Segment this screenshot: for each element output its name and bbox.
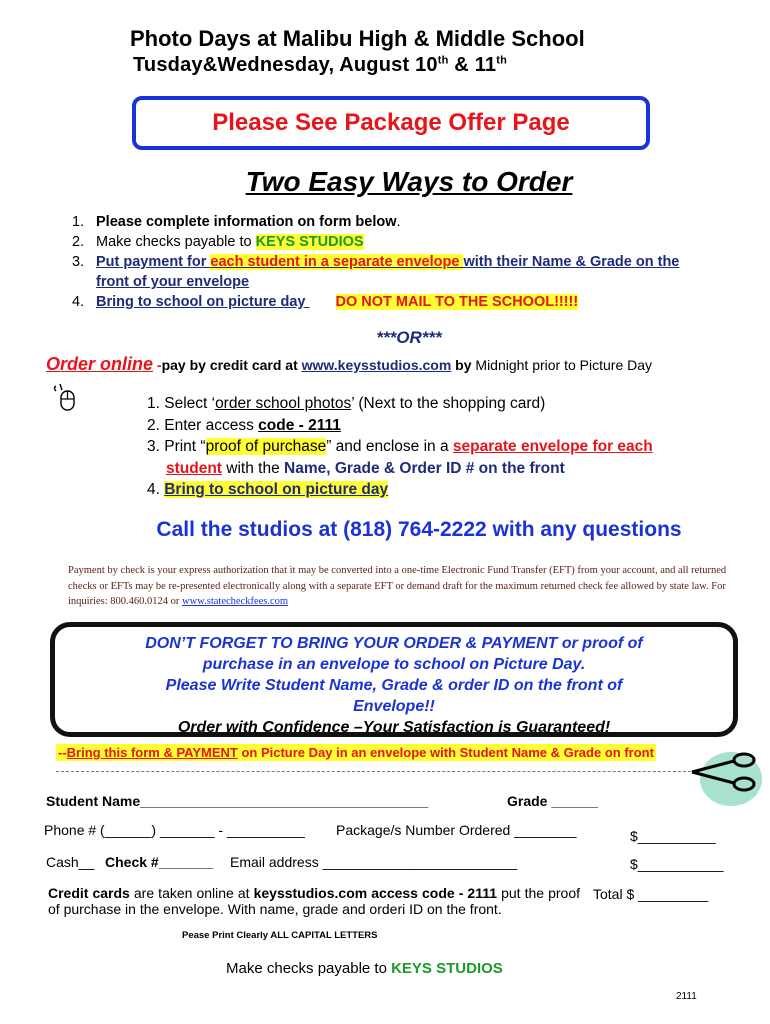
grade-field[interactable]: Grade ______ [507, 793, 599, 809]
packages-field[interactable]: Package/s Number Ordered ________ [336, 822, 577, 838]
print-clearly-note: Pease Print Clearly ALL CAPITAL LETTERS [182, 930, 378, 941]
page-title: Photo Days at Malibu High & Middle School [130, 26, 585, 51]
phone-field[interactable]: Phone # (______) _______ - __________ [44, 822, 305, 838]
bring-form-banner: --Bring this form & PAYMENT on Picture Day in an envelope with Student Name & Grade on front [58, 745, 654, 760]
payee-name: KEYS STUDIOS [255, 234, 364, 250]
reminder-line: Please Write Student Name, Grade & order ID on the front of [165, 677, 623, 694]
package-offer-box [132, 96, 650, 150]
list-item: 4. Bring to school on picture day [147, 481, 389, 498]
list-item: 3. Put payment for each student in a separate envelope with their Name & Grade on the [72, 254, 680, 270]
reminder-line: DON’T FORGET TO BRING YOUR ORDER & PAYMENT or proof of [145, 635, 643, 652]
list-item: 2. Enter access code - 2111 [147, 416, 341, 434]
form-code: 2111 [676, 991, 697, 1002]
cash-field[interactable]: Cash__ [46, 854, 95, 870]
list-item: front of your envelope [96, 274, 250, 290]
list-item: 3. Print “proof of purchase” and enclose in a separate envelope for each [147, 438, 653, 455]
mouse-icon [52, 382, 78, 412]
make-checks-line: Make checks payable to KEYS STUDIOS [226, 960, 503, 977]
payee-name: KEYS STUDIOS [391, 960, 503, 977]
reminder-line: Envelope!! [353, 698, 435, 715]
ways-title: Two Easy Ways to Order [245, 166, 573, 197]
online-steps [147, 393, 653, 501]
package-offer-text: Please See Package Offer Page [212, 109, 570, 136]
student-name-field[interactable]: Student Name_____________________________________ [46, 793, 429, 809]
total-field[interactable]: Total $ _________ [593, 886, 709, 902]
email-field[interactable]: Email address _________________________ [230, 854, 518, 870]
list-item: 4. Bring to school on picture day DO NOT MAIL TO THE SCHOOL!!!!! [72, 294, 579, 310]
check-number-field[interactable]: Check #_______ [105, 854, 214, 870]
reminder-box [50, 622, 738, 737]
amount-field-2[interactable]: $___________ [630, 856, 724, 872]
access-code: code - 2111 [258, 416, 341, 434]
statecheckfees-link[interactable]: www.statecheckfees.com [182, 596, 289, 607]
call-studios-line: Call the studios at (818) 764-2222 with any questions [156, 518, 682, 541]
list-item: 1. Select ‘order school photos’ (Next to the shopping card) [147, 395, 546, 412]
order-online-line: Order online -pay by credit card at www.keysstudios.com by Midnight prior to Picture Day [46, 354, 653, 374]
do-not-mail-warning: DO NOT MAIL TO THE SCHOOL!!!!! [335, 294, 579, 310]
event-dates: Tusday&Wednesday, August 10th & 11th [133, 54, 508, 76]
order-steps-list [72, 212, 679, 312]
credit-card-note: Credit cards are taken online at keysstudios.com access code - 2111 put the proof of purchase in the envelope. With name, grade and orderi ID on the front. [48, 885, 580, 917]
or-divider: ***OR*** [376, 328, 442, 347]
website-link[interactable]: www.keysstudios.com [301, 357, 452, 373]
scissors-icon [690, 752, 758, 792]
list-item: 1. Please complete information on form below. [72, 214, 401, 230]
list-item: student with the Name, Grade & Order ID # on the front [166, 459, 565, 477]
amount-field-1[interactable]: $__________ [630, 828, 716, 844]
cut-line [56, 771, 716, 772]
list-item: 2. Make checks payable to KEYS STUDIOS [72, 234, 364, 250]
guarantee-line: Order with Confidence –Your Satisfaction is Guaranteed! [177, 719, 611, 736]
fine-print: Payment by check is your express authorization that it may be converted into a one-time Electronic Fund Transfer (EFT) from your account, and all returned checks or EFTs may be re-presented electronically along with a separate EFT or demand draft for the maximum returned check fee allowed by state law. For inquiries: 800.460.0124 or www.statecheckfees.com [68, 565, 727, 607]
reminder-line: purchase in an envelope to school on Picture Day. [202, 656, 586, 673]
